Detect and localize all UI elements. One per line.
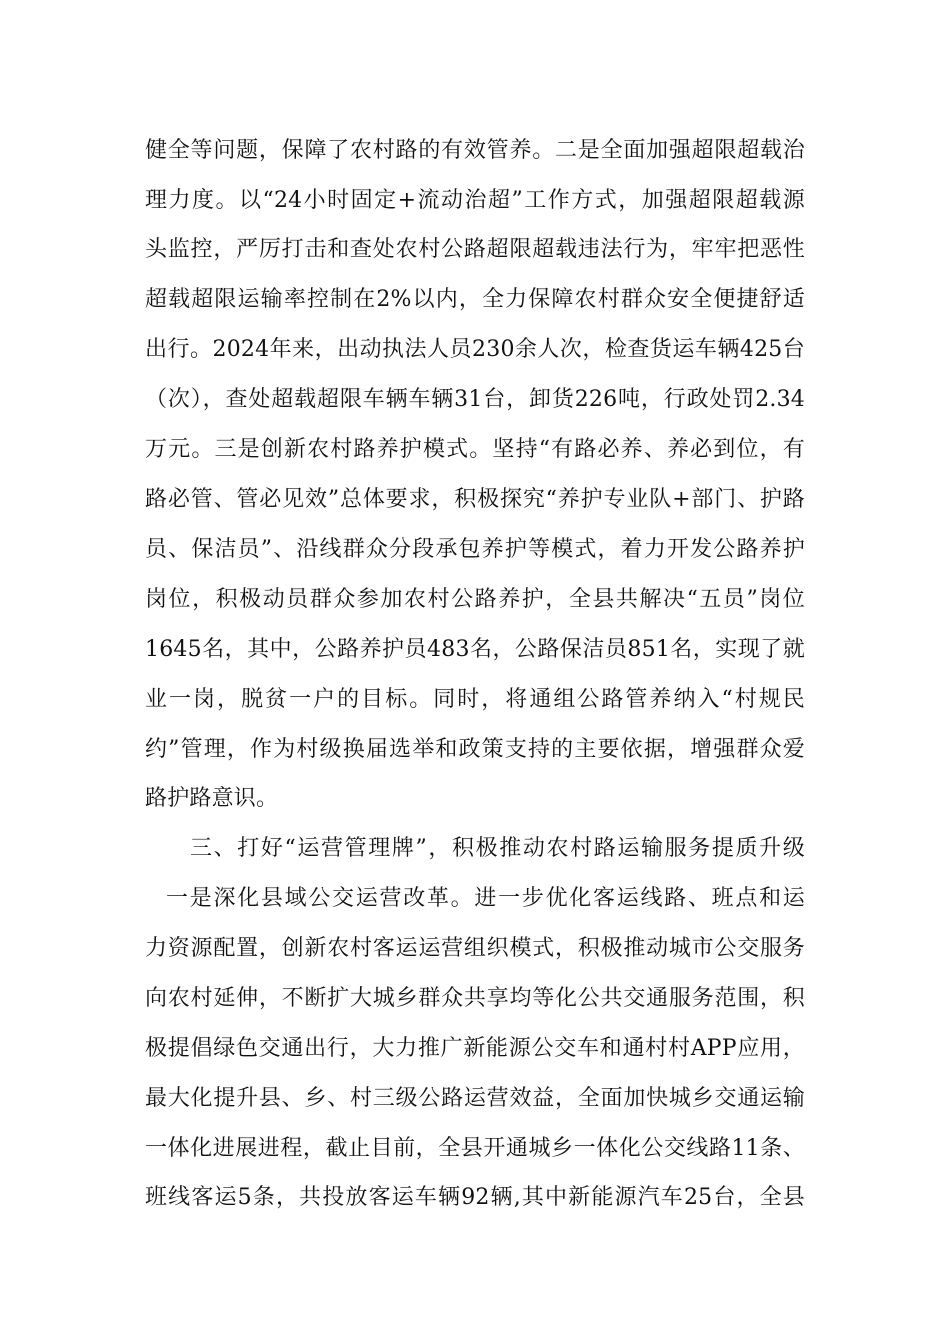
paragraph-line: 理力度。以“24小时固定+流动治超”工作方式，加强超限超载源 [145, 188, 805, 213]
paragraph-line: 员、保洁员”、沿线群众分段承包养护等模式，着力开发公路养护 [145, 537, 805, 562]
paragraph-line: 力资源配置，创新农村客运运营组织模式，积极推动城市公交服务 [145, 936, 805, 961]
paragraph-line: 一体化进展进程，截止目前，全县开通城乡一体化公交线路11条、 [145, 1136, 805, 1161]
paragraph-line: 最大化提升县、乡、村三级公路运营效益，全面加快城乡交通运输 [145, 1086, 805, 1111]
paragraph-line: 头监控，严厉打击和查处农村公路超限超载违法行为，牢牢把恶性 [145, 237, 805, 262]
paragraph-line: 1645名，其中，公路养护员483名，公路保洁员851名，实现了就 [145, 637, 805, 662]
paragraph-line: 超载超限运输率控制在2%以内，全力保障农村群众安全便捷舒适 [145, 287, 805, 312]
paragraph-line: 向农村延伸，不断扩大城乡群众共享均等化公共交通服务范围，积 [145, 986, 805, 1011]
paragraph-line: 业一岗，脱贫一户的目标。同时，将通组公路管养纳入“村规民 [145, 687, 805, 712]
paragraph-line-last: 路护路意识。 [145, 786, 279, 811]
paragraph-line: 约”管理，作为村级换届选举和政策支持的主要依据，增强群众爱 [145, 737, 805, 762]
paragraph-line: 极提倡绿色交通出行，大力推广新能源公交车和通村村APP应用， [145, 1036, 805, 1061]
paragraph-line: 万元。三是创新农村路养护模式。坚持“有路必养、养必到位，有 [145, 437, 805, 462]
paragraph-line: 健全等问题，保障了农村路的有效管养。二是全面加强超限超载治 [145, 138, 805, 163]
paragraph-line: 出行。2024年来，出动执法人员230余人次，检查货运车辆425台 [145, 337, 805, 362]
paragraph-line: （次），查处超载超限车辆车辆31台，卸货226吨，行政处罚2.34 [145, 387, 805, 412]
paragraph-line-first: 一是深化县域公交运营改革。进一步优化客运线路、班点和运 [166, 886, 805, 911]
section-heading: 三、打好“运营管理牌”，积极推动农村路运输服务提质升级 [190, 836, 805, 861]
paragraph-line: 班线客运5条，共投放客运车辆92辆,其中新能源汽车25台，全县 [145, 1185, 805, 1210]
paragraph-line: 岗位，积极动员群众参加农村公路养护，全县共解决“五员”岗位 [145, 587, 805, 612]
paragraph-line: 路必管、管必见效”总体要求，积极探究“养护专业队+部门、护路 [145, 487, 805, 512]
